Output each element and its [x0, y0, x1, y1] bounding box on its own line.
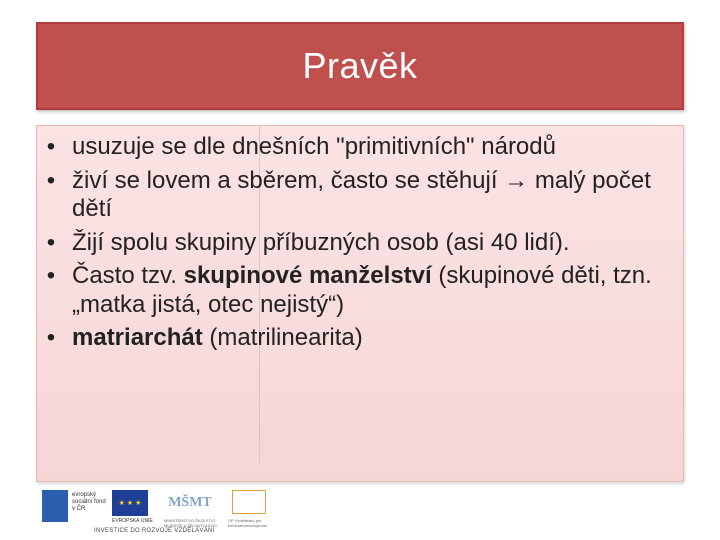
footer-logos — [36, 486, 296, 538]
bullet-bold-text: skupinové manželství — [183, 262, 432, 289]
slide-title-box — [36, 22, 684, 110]
bullet-text: (matrilinearita) — [202, 324, 363, 351]
slide-title: Pravěk — [302, 45, 418, 86]
op-logo-icon — [232, 490, 266, 514]
bullet-text: Žijí spolu skupiny příbuzných osob (asi 40 lidí). — [72, 228, 570, 256]
bullet-item — [40, 167, 680, 224]
bullet-dot-icon: • — [46, 228, 56, 256]
bullet-item — [40, 229, 680, 258]
bullet-item — [40, 262, 680, 319]
bullet-dot-icon: • — [46, 166, 56, 194]
bullet-dot-icon: • — [46, 324, 56, 351]
bullet-text: usuzuje se dle dnešních "primitivních" národů — [72, 133, 556, 160]
op-logo-text: OP Vzdělávání pro konkurenceschopnost — [228, 518, 267, 528]
bullet-text: živí se lovem a sběrem, často se stěhují → malý počet dětí — [72, 166, 651, 222]
msmt-logo-text: MINISTERSTVO ŠKOLSTVÍ, MLÁDEŽE A TĚLOVÝCHOVY — [164, 518, 218, 528]
bullet-text: (skupinové děti, tzn. „matka jistá, otec nejistý“) — [72, 262, 652, 318]
bullet-item — [40, 133, 680, 162]
bullet-item — [40, 324, 680, 353]
esf-logo-icon — [42, 490, 68, 522]
bullet-list — [40, 133, 680, 358]
bullet-bold-text: matriarchát — [72, 324, 203, 351]
eu-flag-icon: ★ ★ ★ — [112, 490, 148, 516]
bullet-dot-icon: • — [46, 133, 56, 160]
msmt-logo-icon: MŠMT — [168, 495, 212, 510]
footer-tagline: INVESTICE DO ROZVOJE VZDĚLÁVÁNÍ — [94, 528, 215, 534]
bullet-dot-icon: • — [46, 262, 56, 289]
esf-logo-text: evropský sociální fond v ČR — [72, 492, 106, 512]
bullet-text: Často tzv. — [72, 262, 184, 289]
eu-logo-text: EVROPSKÁ UNIE — [112, 518, 153, 524]
